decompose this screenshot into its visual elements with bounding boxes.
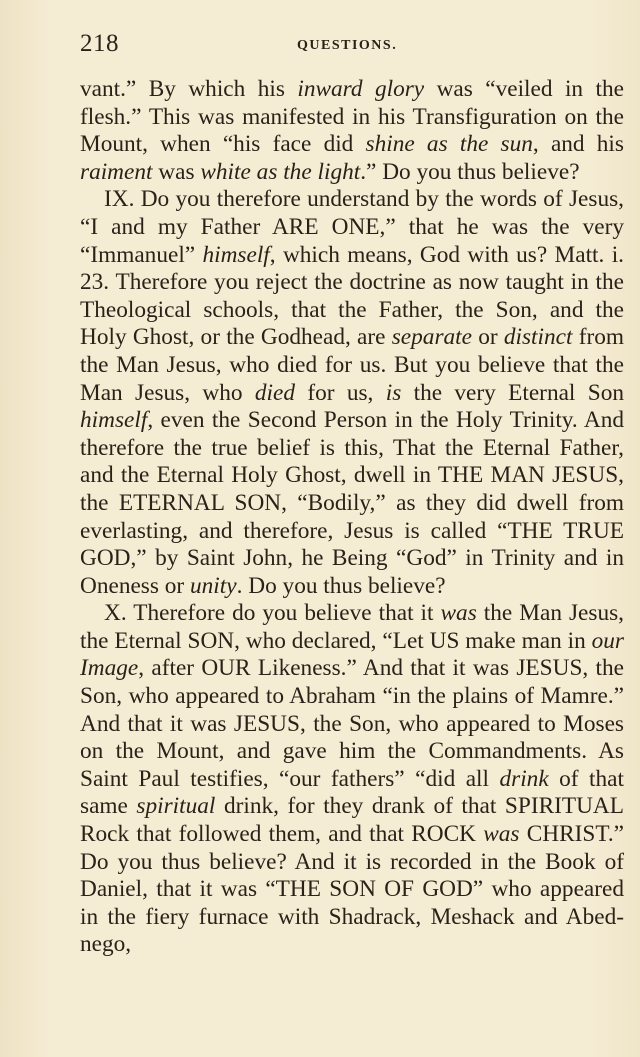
italic-text: inward glory	[297, 76, 425, 102]
text-run: from the Man Jesus, who died for us. But you believe that the Man Jesus, who	[80, 324, 624, 406]
text-run: for us,	[294, 379, 386, 406]
italic-text: shine as the sun	[365, 131, 533, 158]
text-run: vant.” By which his	[80, 76, 298, 102]
italic-text: distinct	[503, 324, 573, 351]
paragraph-p0	[80, 76, 624, 186]
text-run: , after OUR Likeness.” And that it was JESUS, the Son, who appeared to Abraham “in the plains of Mamre.” And that it was JESUS, the Son, who appeared to Moses on the Mount, and gave him the Commandments. As Saint Paul testifies, “our fathers” “did all	[80, 655, 624, 792]
text-run: , and his	[532, 131, 624, 158]
text-run: , even the Second Person in the Holy Trinity. And therefore the true belief is this, That the Eternal Father, and the Eternal Holy Ghost, dwell in THE MAN JESUS, the ETERNAL SON, “Bodily,” as they did dwell from everlasting, and therefore, Jesus is called “THE TRUE GOD,” by Saint John, he Being “God” in Trinity and in Oneness or	[80, 407, 624, 599]
text-run: was	[152, 158, 201, 185]
text-run: . Do you thus believe?	[236, 572, 446, 599]
text-run: the Man Jesus, the Eternal SON, who declared, “Let US make man in	[80, 600, 624, 654]
text-run: CHRIST.” Do you thus believe? And it is recorded in the Book of Daniel, that it was “THE SON OF GOD” who appeared in the fiery furnace with Shadrack, Meshack and Abed-nego,	[80, 821, 624, 958]
italic-text: white as the light	[200, 158, 361, 185]
body-text	[80, 76, 624, 959]
paragraph-p-x	[80, 600, 624, 959]
text-run: the very Eternal Son	[401, 379, 624, 406]
page-header	[80, 30, 624, 70]
text-run: was “veiled in the flesh.” This was manifested in his Transfiguration on the Mount, when “his face did	[80, 76, 624, 158]
italic-text: unity	[190, 572, 237, 599]
italic-text: himself	[202, 241, 270, 268]
italic-text: was	[483, 821, 520, 848]
paragraph-p-ix	[80, 186, 624, 600]
italic-text: raiment	[80, 158, 153, 185]
text-run: or	[471, 324, 504, 351]
text-run: , which means, God with us? Matt. i. 23. Therefore you reject the doctrine as now taught in the Theological schools, that the Father, the Son, and the Holy Ghost, or the Godhead, are	[80, 241, 624, 351]
text-run: IX. Do you therefore understand by the words of Jesus, “I and my Father ARE ONE,” that he was the very “Immanuel”	[80, 186, 624, 268]
italic-text: separate	[391, 324, 472, 351]
running-head: QUESTIONS.	[297, 38, 398, 53]
italic-text: our Image	[80, 627, 624, 682]
text-run: X. Therefore do you believe that it	[104, 600, 441, 627]
italic-text: drink	[499, 765, 549, 792]
italic-text: himself	[80, 407, 148, 434]
text-run: drink, for they drank of that SPIRITUAL Rock that followed them, and that ROCK	[80, 793, 624, 848]
italic-text: spiritual	[136, 793, 216, 820]
page-number: 218	[80, 30, 119, 57]
italic-text: is	[385, 379, 402, 406]
text-run: .” Do you thus believe?	[360, 158, 580, 185]
italic-text: was	[440, 600, 477, 627]
italic-text: died	[254, 379, 295, 406]
text-run: of that same	[80, 765, 624, 820]
